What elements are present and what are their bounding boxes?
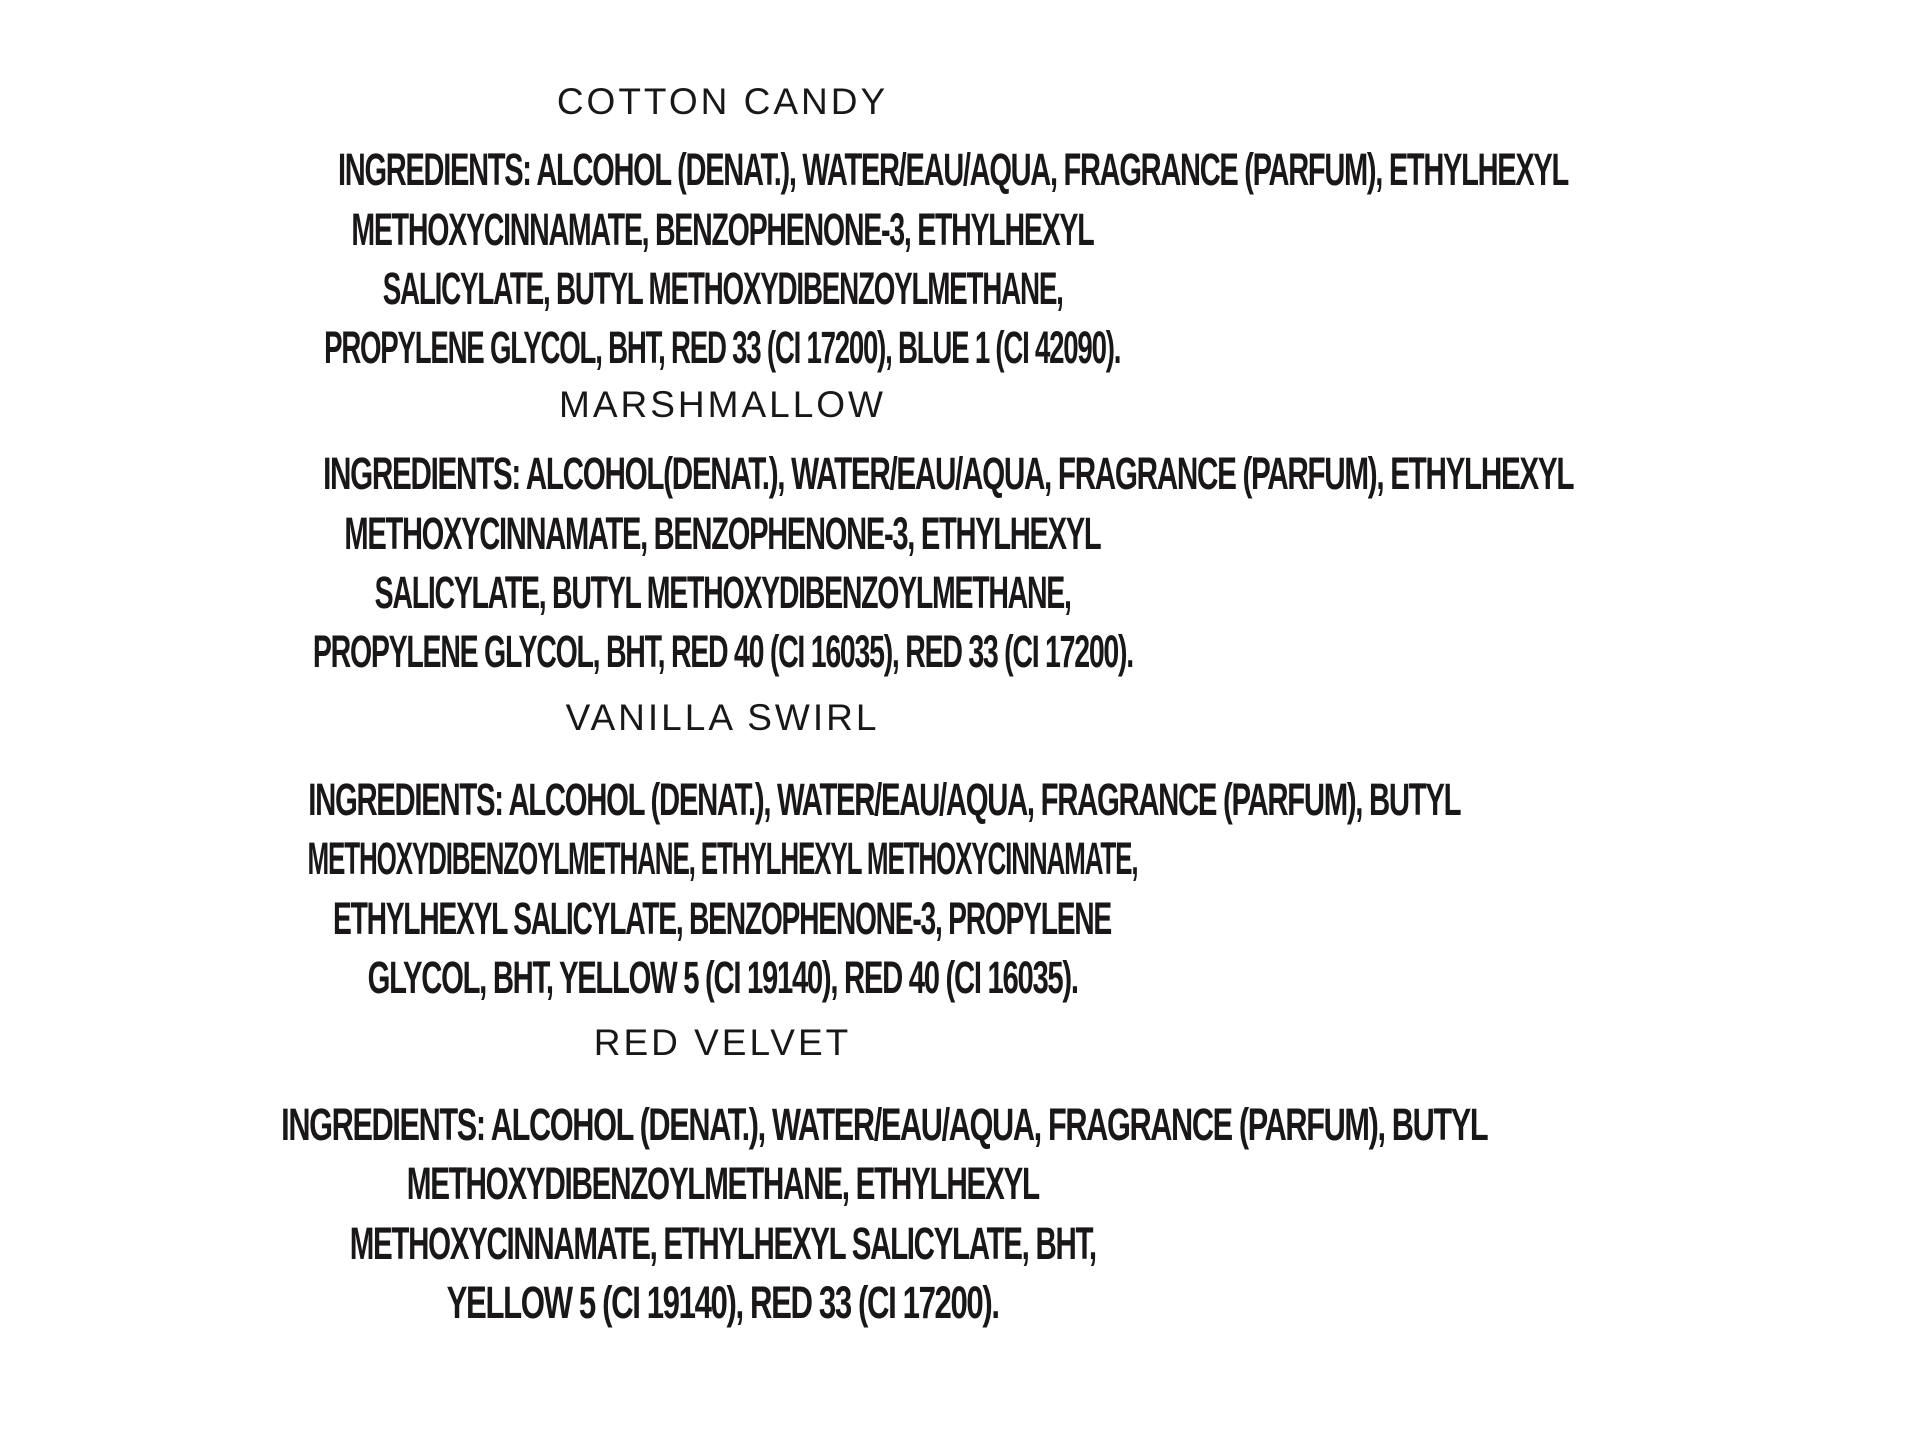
ingredients-line [0, 204, 1445, 256]
ingredients-text: METHOXYCINNAMATE, ETHYLHEXYL SALICYLATE, BHT, [349, 1218, 1096, 1269]
ingredients-line [0, 626, 1445, 678]
ingredients-line [0, 893, 1445, 945]
ingredients-text: PROPYLENE GLYCOL, BHT, RED 33 (CI 17200), BLUE 1 (CI 42090). [324, 322, 1121, 373]
ingredients-text: INGREDIENTS: ALCOHOL (DENAT.), WATER/EAU/AQUA, FRAGRANCE (PARFUM), ETHYLHEXYL [338, 144, 1568, 195]
ingredients-line [0, 567, 1445, 619]
ingredients-line [0, 1218, 1445, 1270]
ingredients-text: METHOXYCINNAMATE, BENZOPHENONE-3, ETHYLHEXYL [351, 204, 1094, 255]
ingredients-line [0, 774, 1461, 826]
flavor-title-vanilla-swirl: VANILLA SWIRL [565, 697, 880, 738]
ingredients-text: YELLOW 5 (CI 19140), RED 33 (CI 17200). [446, 1277, 999, 1328]
flavor-title-cotton-candy: COTTON CANDY [556, 81, 889, 122]
ingredients-text: SALICYLATE, BUTYL METHOXYDIBENZOYLMETHANE, [374, 567, 1071, 618]
ingredients-text: METHOXYDIBENZOYLMETHANE, ETHYLHEXYL [406, 1158, 1039, 1209]
ingredients-text: SALICYLATE, BUTYL METHOXYDIBENZOYLMETHANE, [382, 263, 1063, 314]
ingredients-text: METHOXYDIBENZOYLMETHANE, ETHYLHEXYL METHOXYCINNAMATE, [307, 833, 1138, 884]
ingredients-line [0, 1277, 1445, 1329]
ingredients-line [0, 322, 1445, 374]
ingredients-text: INGREDIENTS: ALCOHOL (DENAT.), WATER/EAU/AQUA, FRAGRANCE (PARFUM), BUTYL [281, 1099, 1488, 1150]
flavor-title-marshmallow: MARSHMALLOW [559, 384, 886, 425]
ingredients-line [0, 448, 1574, 500]
ingredients-text: GLYCOL, BHT, YELLOW 5 (CI 19140), RED 40 (CI 16035). [367, 952, 1078, 1003]
ingredients-text: METHOXYCINNAMATE, BENZOPHENONE-3, ETHYLHEXYL [344, 508, 1101, 559]
ingredients-line [0, 833, 1445, 885]
ingredients-line [0, 1158, 1445, 1210]
ingredients-line [0, 1099, 1488, 1151]
ingredients-text: INGREDIENTS: ALCOHOL (DENAT.), WATER/EAU/AQUA, FRAGRANCE (PARFUM), BUTYL [308, 774, 1461, 825]
ingredients-line [0, 508, 1445, 560]
ingredients-text: PROPYLENE GLYCOL, BHT, RED 40 (CI 16035), RED 33 (CI 17200). [312, 626, 1133, 677]
ingredients-line [0, 144, 1568, 196]
ingredients-text: INGREDIENTS: ALCOHOL(DENAT.), WATER/EAU/AQUA, FRAGRANCE (PARFUM), ETHYLHEXYL [323, 448, 1574, 499]
ingredients-text: ETHYLHEXYL SALICYLATE, BENZOPHENONE-3, PROPYLENE [333, 893, 1112, 944]
flavor-title-red-velvet: RED VELVET [593, 1022, 852, 1063]
ingredients-line [0, 263, 1445, 315]
ingredients-line [0, 952, 1445, 1004]
